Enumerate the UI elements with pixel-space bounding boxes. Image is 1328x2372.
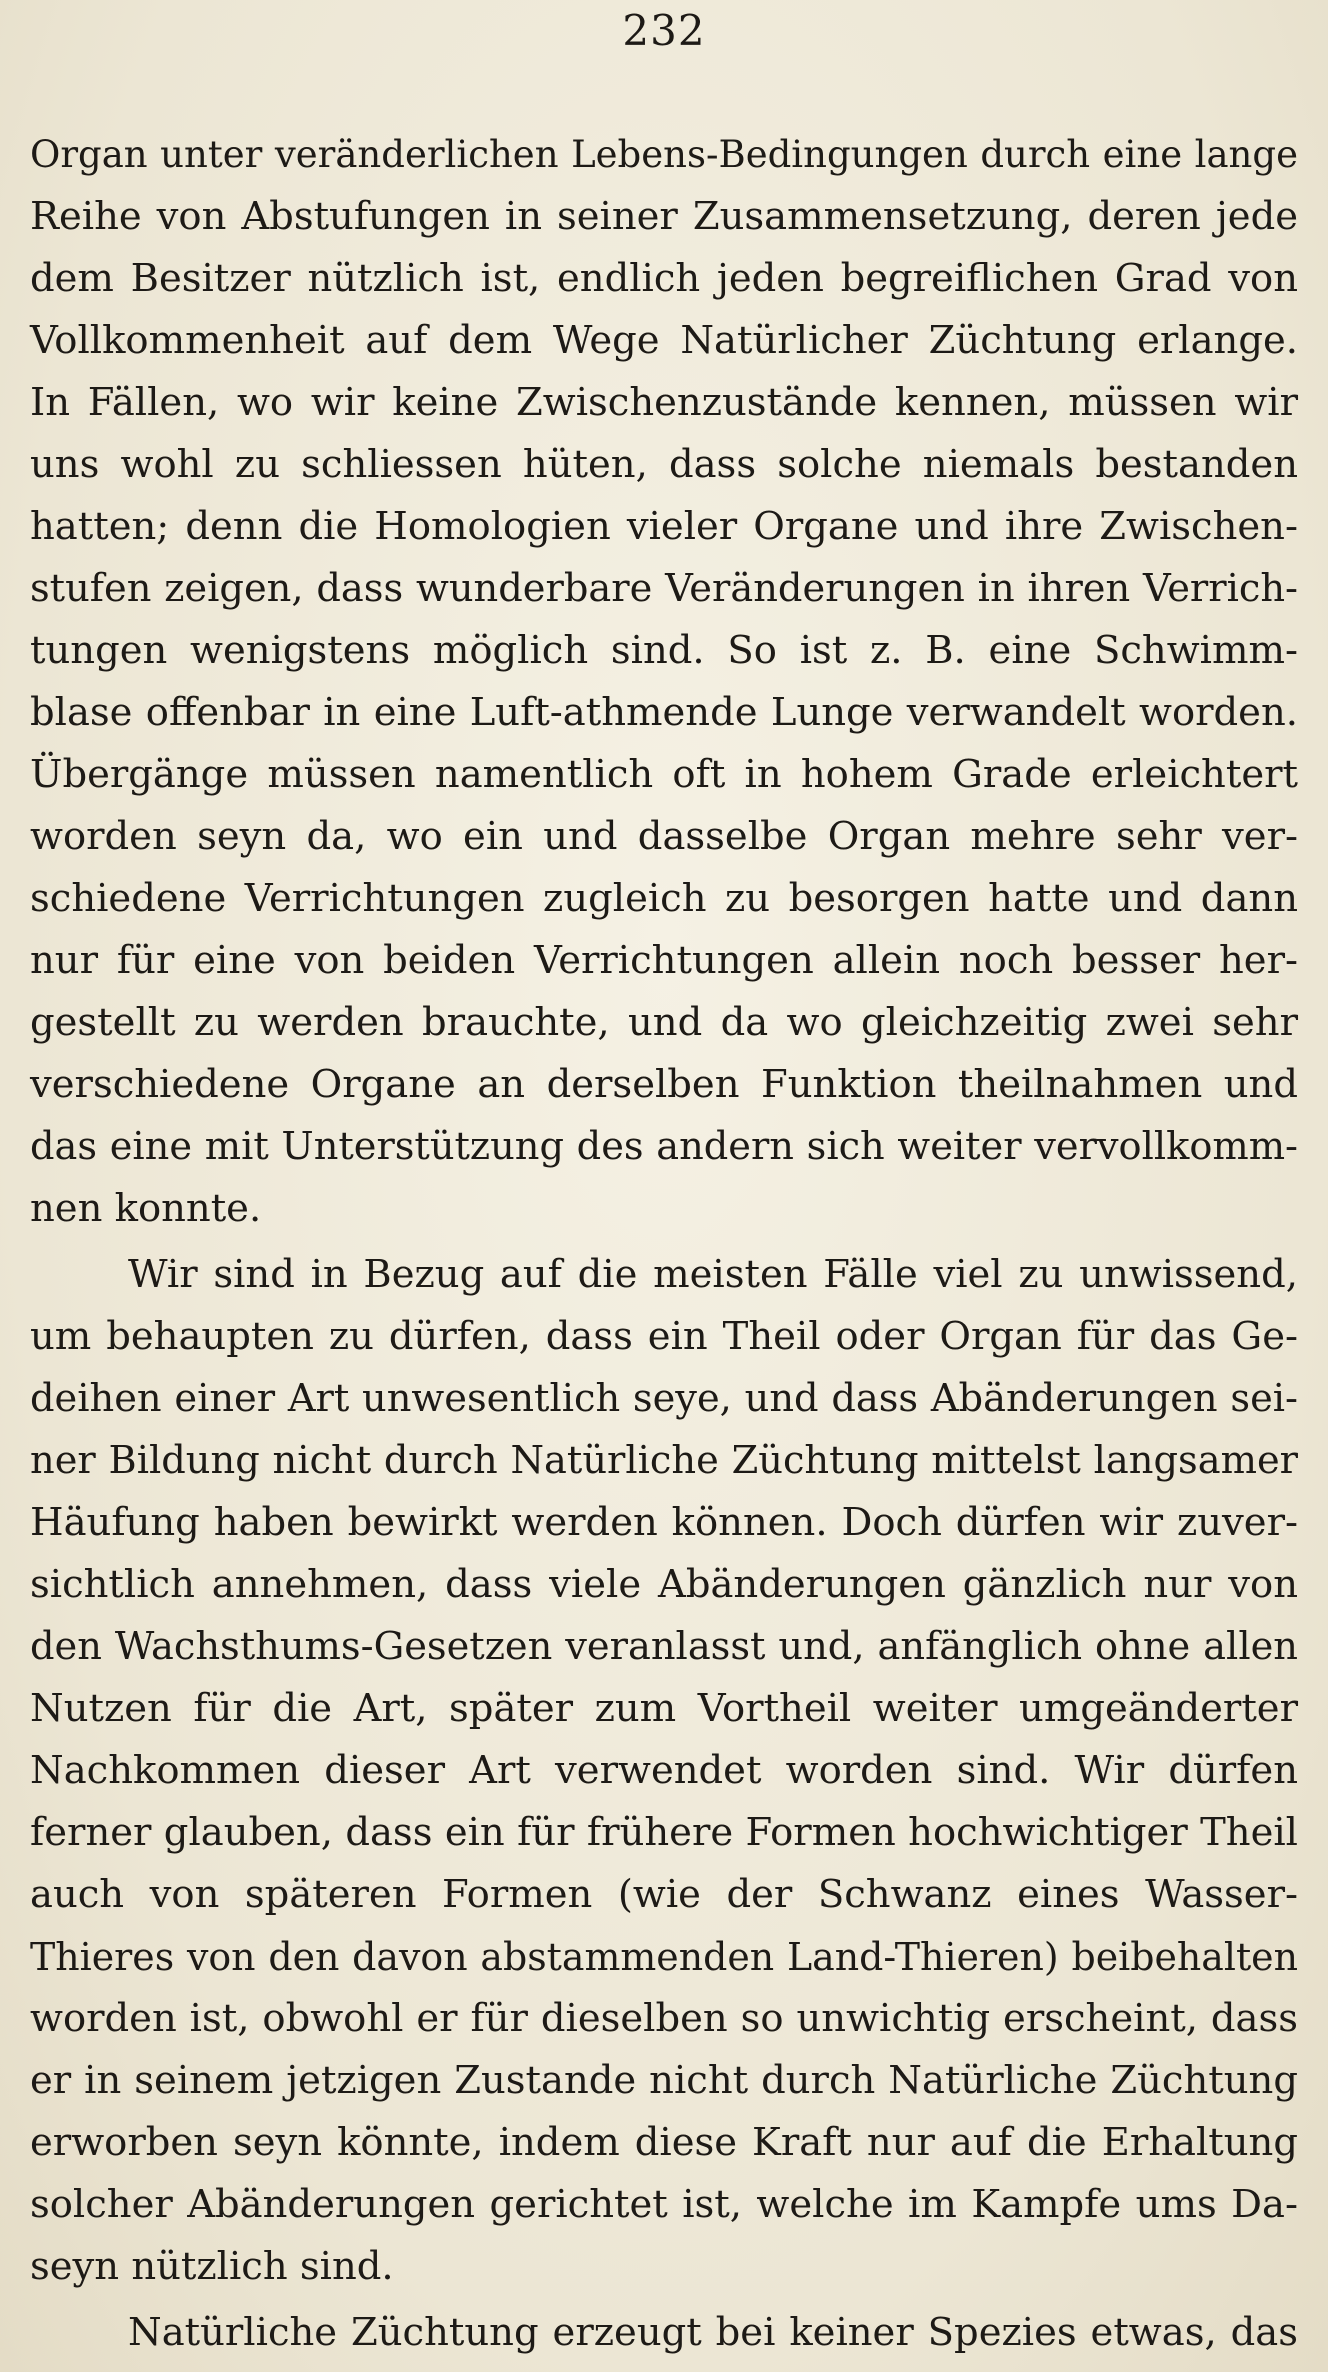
text-line: erworben seyn könnte, indem diese Kraft nur auf die Erhaltung: [30, 2120, 1298, 2165]
text-line: worden seyn da, wo ein und dasselbe Organ mehre sehr ver-: [30, 814, 1298, 859]
text-line: verschiedene Organe an derselben Funktion theilnahmen und: [30, 1062, 1298, 1107]
body-text: [30, 124, 1298, 2364]
text-line: ner Bildung nicht durch Natürliche Züchtung mittelst langsamer: [30, 1438, 1298, 1483]
page-number: 232: [622, 6, 706, 55]
text-line: um behaupten zu dürfen, dass ein Theil oder Organ für das Ge-: [30, 1314, 1298, 1359]
text-line: Nachkommen dieser Art verwendet worden sind. Wir dürfen: [30, 1748, 1298, 1793]
text-line: sichtlich annehmen, dass viele Abänderungen gänzlich nur von: [30, 1562, 1298, 1607]
text-line: seyn nützlich sind.: [30, 2244, 394, 2289]
text-line: nen konnte.: [30, 1186, 262, 1231]
text-line: worden ist, obwohl er für dieselben so unwichtig erscheint, dass: [30, 1996, 1298, 2041]
text-line: uns wohl zu schliessen hüten, dass solche niemals bestanden: [30, 442, 1298, 487]
text-line: gestellt zu werden brauchte, und da wo gleichzeitig zwei sehr: [30, 1000, 1298, 1045]
text-line: schiedene Verrichtungen zugleich zu besorgen hatte und dann: [30, 876, 1298, 921]
text-line: ferner glauben, dass ein für frühere Formen hochwichtiger Theil: [30, 1810, 1298, 1855]
text-line: Vollkommenheit auf dem Wege Natürlicher Züchtung erlange.: [30, 318, 1298, 363]
text-line: nur für eine von beiden Verrichtungen allein noch besser her-: [30, 938, 1298, 983]
text-line: solcher Abänderungen gerichtet ist, welche im Kampfe ums Da-: [30, 2182, 1298, 2227]
text-line: Organ unter veränderlichen Lebens-Bedingungen durch eine lange: [30, 133, 1298, 176]
text-line: hatten; denn die Homologien vieler Organe und ihre Zwischen-: [30, 504, 1298, 549]
text-line: Häufung haben bewirkt werden können. Doch dürfen wir zuver-: [30, 1500, 1298, 1545]
text-line: Natürliche Züchtung erzeugt bei keiner Spezies etwas, das: [128, 2310, 1298, 2355]
text-line: Thieres von den davon abstammenden Land-Thieren) beibehalten: [30, 1935, 1298, 1979]
text-line: Wir sind in Bezug auf die meisten Fälle viel zu unwissend,: [128, 1252, 1298, 1297]
text-line: blase offenbar in eine Luft-athmende Lunge verwandelt worden.: [30, 690, 1298, 735]
text-line: auch von späteren Formen (wie der Schwanz eines Wasser-: [30, 1872, 1298, 1917]
text-line: Übergänge müssen namentlich oft in hohem Grade erleichtert: [30, 752, 1298, 797]
text-line: Reihe von Abstufungen in seiner Zusammensetzung, deren jede: [30, 194, 1298, 239]
text-line: In Fällen, wo wir keine Zwischenzustände kennen, müssen wir: [30, 380, 1298, 425]
text-line: Nutzen für die Art, später zum Vortheil weiter umgeänderter: [30, 1686, 1298, 1731]
text-line: das eine mit Unterstützung des andern sich weiter vervollkomm-: [30, 1124, 1298, 1169]
text-line: den Wachsthums-Gesetzen veranlasst und, anfänglich ohne allen: [30, 1624, 1298, 1669]
text-line: deihen einer Art unwesentlich seye, und dass Abänderungen sei-: [30, 1376, 1298, 1421]
text-line: tungen wenigstens möglich sind. So ist z. B. eine Schwimm-: [30, 628, 1298, 673]
text-line: dem Besitzer nützlich ist, endlich jeden begreiflichen Grad von: [30, 256, 1298, 301]
text-line: er in seinem jetzigen Zustande nicht durch Natürliche Züchtung: [30, 2058, 1298, 2103]
text-line: stufen zeigen, dass wunderbare Veränderungen in ihren Verrich-: [30, 566, 1298, 611]
